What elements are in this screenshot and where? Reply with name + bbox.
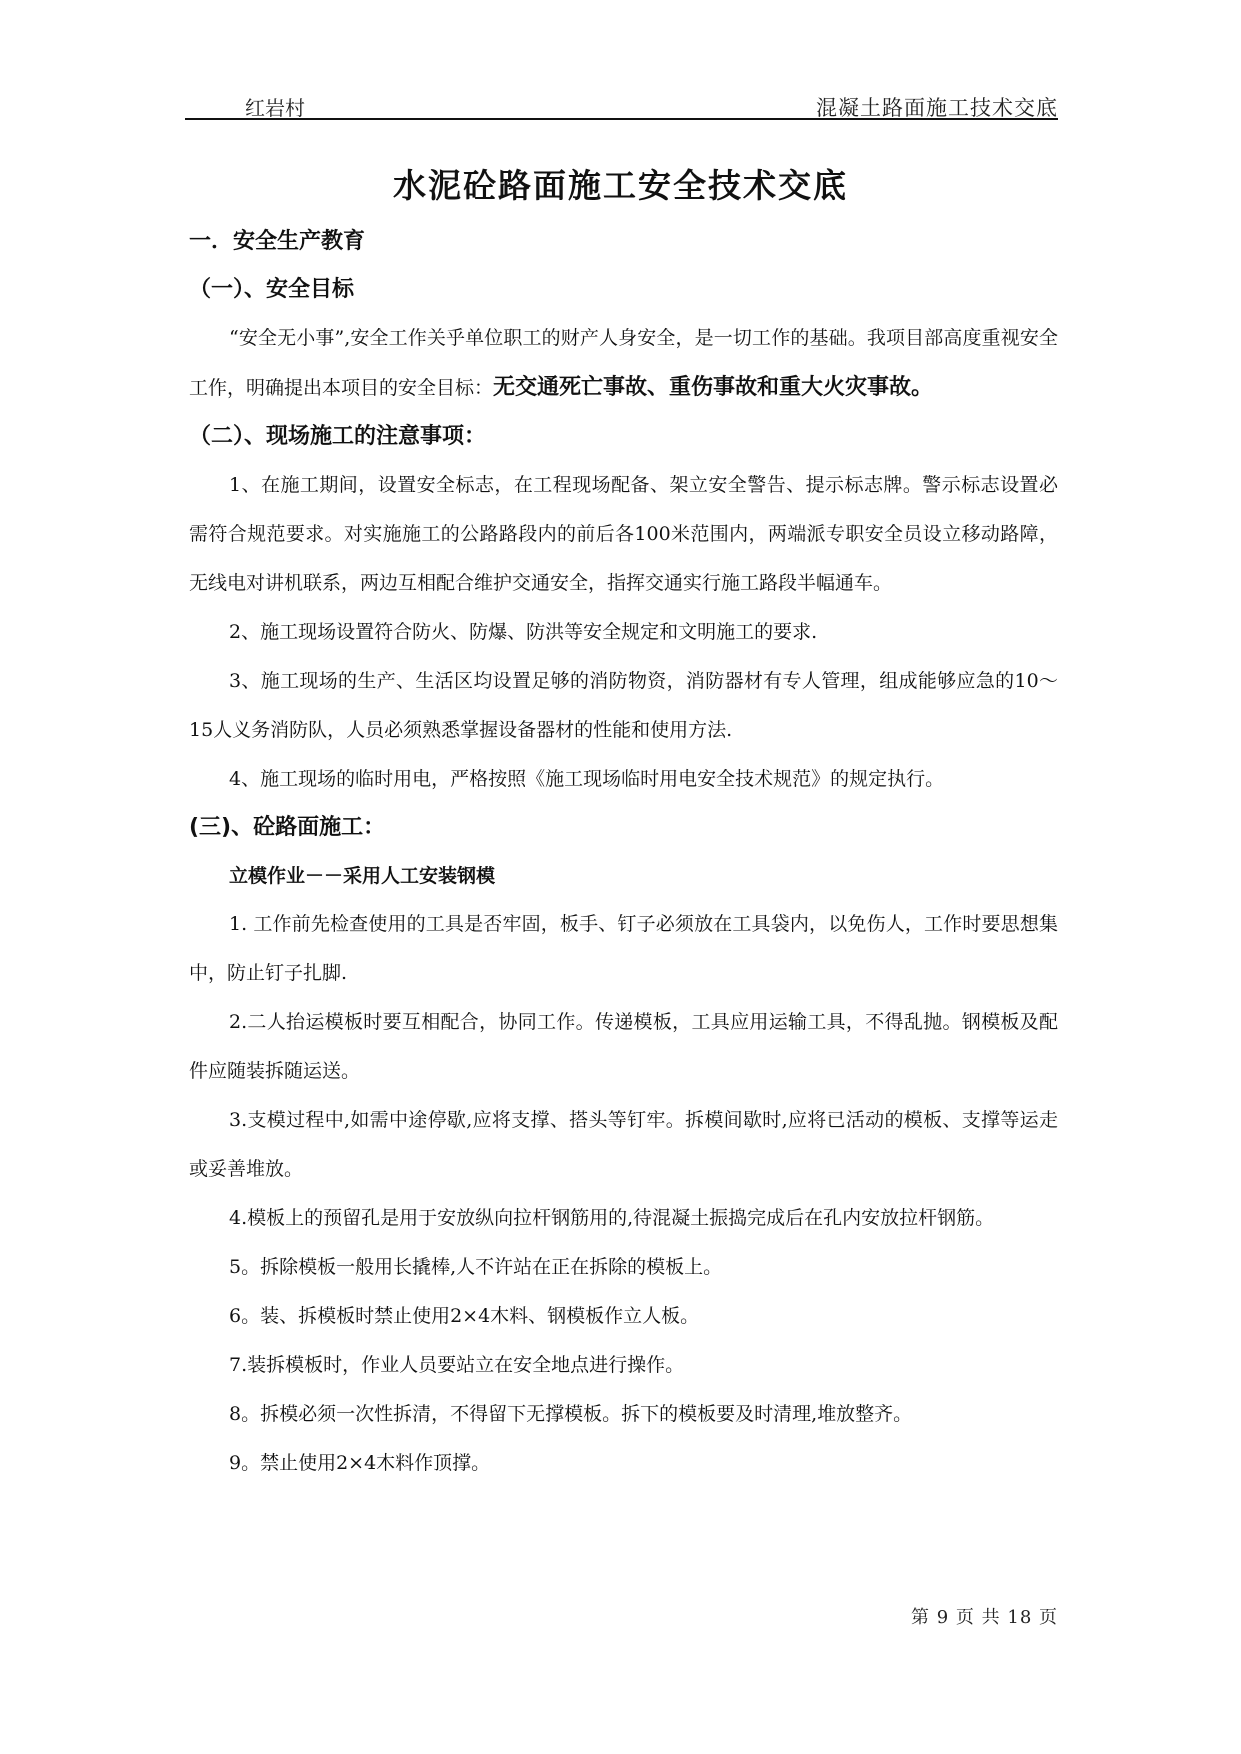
list-item: 2、施工现场设置符合防火、防爆、防洪等安全规定和文明施工的要求. — [229, 621, 818, 643]
list-item: 8。拆模必须一次性拆清，不得留下无撑模板。拆下的模板要及时清理,堆放整齐。 — [229, 1403, 913, 1425]
subsection-heading: （二）、现场施工的注意事项： — [189, 424, 487, 449]
subsection-heading: (三)、砼路面施工： — [189, 815, 386, 840]
page-number-footer: 第 9 页 共 18 页 — [911, 1607, 1058, 1628]
list-item: 5。拆除模板一般用长撬棒,人不许站在正在拆除的模板上。 — [229, 1256, 723, 1278]
list-item: 3、施工现场的生产、生活区均设置足够的消防物资，消防器材有专人管理，组成能够应急的10～15人义务消防队，人员必须熟悉掌握设备器材的性能和使用方法. — [189, 670, 1058, 741]
list-item: 1. 工作前先检查使用的工具是否牢固，板手、钉子必须放在工具袋内，以免伤人，工作时要思想集中，防止钉子扎脚. — [189, 913, 1058, 984]
document-title: 水泥砼路面施工安全技术交底 — [393, 166, 848, 205]
list-item: 6。装、拆模板时禁止使用2×4木料、钢模板作立人板。 — [229, 1305, 700, 1327]
emphasis-text: 无交通死亡事故、重伤事故和重大火灾事故。 — [493, 375, 934, 400]
list-item: 1、在施工期间，设置安全标志，在工程现场配备、架立安全警告、提示标志牌。警示标志设置必需符合规范要求。对实施施工的公路路段内的前后各100米范围内，两端派专职安全员设立移动路障，无线电对讲机联系，两边互相配合维护交通安全，指挥交通实行施工路段半幅通车。 — [189, 474, 1058, 594]
document-body — [189, 218, 1058, 1488]
header-divider — [185, 118, 1058, 120]
list-item: 2.二人抬运模板时要互相配合，协同工作。传递模板，工具应用运输工具，不得乱抛。钢模板及配件应随装拆随运送。 — [189, 1011, 1058, 1082]
subsection-heading: （一）、安全目标 — [189, 277, 355, 302]
list-item: 4、施工现场的临时用电，严格按照《施工现场临时用电安全技术规范》的规定执行。 — [229, 768, 945, 790]
header-left-text: 红岩村 — [245, 96, 305, 120]
list-item: 3.支模过程中,如需中途停歇,应将支撑、搭头等钉牢。拆模间歇时,应将已活动的模板、支撑等运走或妥善堆放。 — [189, 1109, 1058, 1180]
section-heading: 一．安全生产教育 — [189, 229, 366, 254]
paragraph-text: “安全无小事”,安全工作关乎单位职工的财产人身安全，是一切工作的基础。我项目部高度重视安全工作，明确提出本项目的安全目标： — [189, 327, 1058, 399]
paragraph — [189, 314, 1058, 413]
list-item: 4.模板上的预留孔是用于安放纵向拉杆钢筋用的,待混凝土振捣完成后在孔内安放拉杆钢筋。 — [229, 1207, 995, 1229]
header-right-text: 混凝土路面施工技术交底 — [816, 96, 1058, 120]
list-item: 7.装拆模板时，作业人员要站立在安全地点进行操作。 — [229, 1354, 685, 1376]
sub-heading: 立模作业－－采用人工安装钢模 — [229, 865, 496, 887]
list-item: 9。禁止使用2×4木料作顶撑。 — [229, 1452, 491, 1474]
